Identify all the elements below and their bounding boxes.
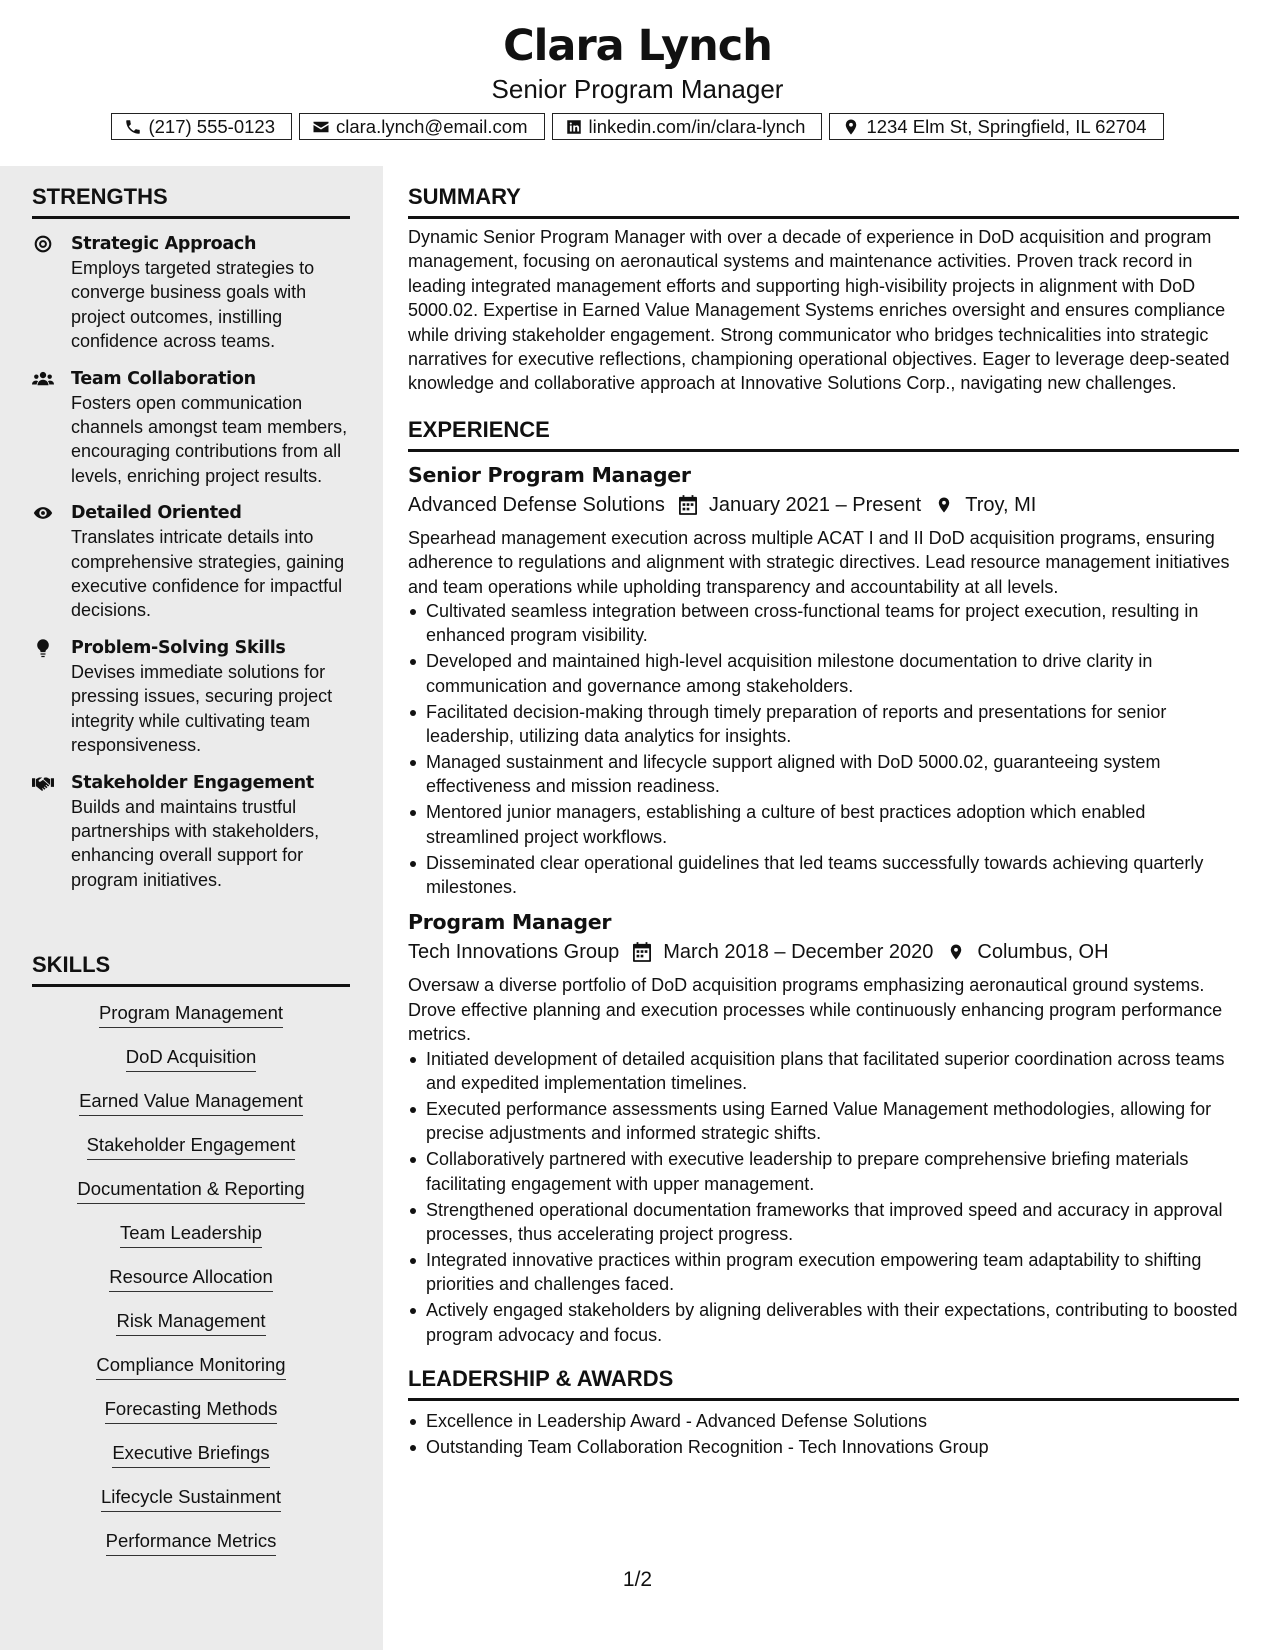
job-bullets — [408, 599, 1239, 899]
linkedin-icon — [565, 118, 583, 136]
contact-address — [829, 113, 1163, 140]
job-meta — [408, 937, 1239, 967]
job-bullet: Initiated development of detailed acquisition plans that facilitated superior coordination across teams and expedited implementation timelines. — [426, 1047, 1239, 1096]
strength-desc: Builds and maintains trustful partnerships with stakeholders, enhancing overall support for program initiatives. — [71, 796, 320, 890]
awards-list — [408, 1409, 1239, 1459]
skill-item: Documentation & Reporting — [77, 1177, 304, 1204]
experience-heading: EXPERIENCE — [408, 416, 1239, 452]
job-bullet: Actively engaged stakeholders by aligning deliverables with their expectations, contributing to boosted program advocacy and focus. — [426, 1298, 1239, 1347]
strength-item — [32, 501, 350, 623]
job-bullet: Managed sustainment and lifecycle support aligned with DoD 5000.02, guaranteeing system effectiveness and mission readiness. — [426, 750, 1239, 799]
handshake-icon — [32, 773, 54, 793]
job-location: Columbus, OH — [977, 941, 1109, 964]
job-bullet: Cultivated seamless integration between cross-functional teams for project execution, resulting in enhanced program visibility. — [426, 599, 1239, 648]
strength-title: Team Collaboration — [71, 368, 256, 389]
phone-icon — [124, 118, 142, 136]
job-location: Troy, MI — [965, 493, 1037, 516]
strength-desc: Fosters open communication channels amongst team members, encouraging contributions from all levels, enriching project results. — [71, 392, 348, 486]
job-bullet: Developed and maintained high-level acquisition milestone documentation to drive clarity in communication and governance among stakeholders. — [426, 649, 1239, 698]
strength-desc: Devises immediate solutions for pressing issues, securing project integrity while cultivating team responsiveness. — [71, 661, 333, 756]
skill-item: Stakeholder Engagement — [87, 1133, 296, 1160]
award-item: Outstanding Team Collaboration Recognition - Tech Innovations Group — [426, 1435, 1239, 1459]
job-title: Program Manager — [408, 910, 612, 935]
envelope-icon — [312, 118, 330, 136]
leadership-heading: LEADERSHIP & AWARDS — [408, 1365, 1239, 1401]
skills-heading: SKILLS — [32, 951, 350, 987]
strength-item — [32, 771, 350, 893]
contact-email-text: clara.lynch@email.com — [335, 115, 528, 137]
leadership-section — [408, 1365, 1239, 1459]
job-entry — [408, 460, 1239, 900]
eye-icon — [32, 503, 54, 523]
calendar-icon — [665, 495, 709, 515]
main-content — [408, 166, 1239, 1461]
strength-title: Detailed Oriented — [71, 503, 242, 524]
job-bullet: Integrated innovative practices within program execution empowering team adaptability to shifting priorities and challenges faced. — [426, 1248, 1239, 1297]
award-item: Excellence in Leadership Award - Advanced Defense Solutions — [426, 1409, 1239, 1433]
skill-item: Program Management — [99, 1001, 283, 1028]
summary-text: Dynamic Senior Program Manager with over a decade of experience in DoD acquisition and program management, focusing on aeronautical systems and maintenance activities. Proven track record in leading integrated management efforts and supporting high-visibility projects in alignment with DoD 5000.02. Expertise in Earned Value Management Systems enriches oversight and ensures compliance while driving stakeholder engagement. Strong communicator who bridges technicalities into strategic narratives for executive reflections, championing operational objectives. Eager to leverage deep-seated knowledge and collaborative approach at Innovative Solutions Corp., navigating new challenges. — [408, 227, 1230, 394]
sidebar — [0, 166, 383, 1650]
contact-linkedin[interactable] — [552, 113, 823, 140]
job-dates: January 2021 – Present — [708, 493, 922, 516]
strengths-section — [32, 183, 350, 892]
strength-title: Stakeholder Engagement — [71, 772, 314, 793]
contact-email[interactable] — [299, 113, 545, 140]
skill-list — [32, 1001, 350, 1556]
job-bullet: Collaboratively partnered with executive leadership to prepare comprehensive briefing materials facilitating engagement with upper management. — [426, 1147, 1239, 1196]
job-bullets — [408, 1047, 1239, 1347]
job-company: Advanced Defense Solutions — [408, 493, 665, 516]
job-title: Senior Program Manager — [408, 462, 691, 487]
contact-linkedin-text: linkedin.com/in/clara-lynch — [588, 115, 806, 137]
candidate-title: Senior Program Manager — [491, 74, 784, 104]
skill-item: Compliance Monitoring — [96, 1353, 285, 1380]
lightbulb-icon — [32, 638, 54, 658]
map-pin-icon — [921, 495, 965, 515]
skills-section — [32, 951, 350, 1573]
resume-header — [0, 0, 1275, 166]
strength-item — [32, 232, 350, 354]
skill-item: Forecasting Methods — [105, 1397, 278, 1424]
skill-item: Risk Management — [116, 1309, 265, 1336]
contact-phone[interactable] — [111, 113, 292, 140]
job-bullet: Executed performance assessments using Earned Value Management methodologies, allowing for precise adjustments and informed strategic shifts. — [426, 1097, 1239, 1146]
strength-item — [32, 636, 350, 758]
skill-item: Resource Allocation — [109, 1265, 273, 1292]
strength-title: Strategic Approach — [71, 234, 257, 254]
candidate-name: Clara Lynch — [503, 21, 772, 71]
experience-section — [408, 416, 1239, 1347]
users-icon — [32, 369, 54, 389]
skill-item: DoD Acquisition — [126, 1045, 257, 1072]
job-entry — [408, 907, 1239, 1347]
contact-address-text: 1234 Elm St, Springfield, IL 62704 — [866, 115, 1147, 137]
strength-item — [32, 367, 350, 489]
summary-heading: SUMMARY — [408, 183, 1239, 219]
map-pin-icon — [842, 118, 860, 136]
job-company: Tech Innovations Group — [408, 941, 620, 964]
skill-item: Executive Briefings — [112, 1441, 269, 1468]
job-bullet: Disseminated clear operational guidelines that led teams successfully towards achieving quarterly milestones. — [426, 851, 1239, 900]
job-bullet: Mentored junior managers, establishing a culture of best practices adoption which enabled streamlined project workflows. — [426, 800, 1239, 849]
target-icon — [32, 234, 54, 254]
skill-item: Earned Value Management — [79, 1089, 303, 1116]
skill-item: Lifecycle Sustainment — [101, 1485, 281, 1512]
job-description: Spearhead management execution across multiple ACAT I and II DoD acquisition programs, ensuring adherence to regulations and alignment with strategic directives. Lead resource management initiatives and team operations while upholding transparency and accountability at all levels. — [408, 527, 1230, 597]
job-description: Oversaw a diverse portfolio of DoD acquisition programs emphasizing aeronautical ground systems. Drove effective planning and execution processes while continuously enhancing program performance metrics. — [408, 975, 1223, 1045]
strength-desc: Employs targeted strategies to converge business goals with project outcomes, instilling confidence across teams. — [71, 258, 315, 352]
job-dates: March 2018 – December 2020 — [663, 941, 934, 964]
contact-phone-text: (217) 555-0123 — [148, 115, 275, 137]
skill-item: Performance Metrics — [106, 1529, 277, 1556]
map-pin-icon — [933, 942, 977, 962]
contact-bar — [0, 113, 1275, 140]
strengths-heading: STRENGTHS — [32, 183, 350, 219]
job-bullet: Strengthened operational documentation frameworks that improved speed and accuracy in approval processes, thus accelerating project progress. — [426, 1198, 1239, 1247]
calendar-icon — [619, 942, 663, 962]
summary-section — [408, 183, 1239, 396]
skill-item: Team Leadership — [120, 1221, 262, 1248]
strength-title: Problem-Solving Skills — [71, 637, 286, 658]
job-meta — [408, 490, 1239, 520]
job-bullet: Facilitated decision-making through timely preparation of reports and presentations for senior leadership, utilizing data analytics for insights. — [426, 700, 1239, 749]
page-number: 1/2 — [622, 1568, 653, 1591]
strength-desc: Translates intricate details into comprehensive strategies, gaining executive confidence for impactful decisions. — [71, 527, 345, 621]
